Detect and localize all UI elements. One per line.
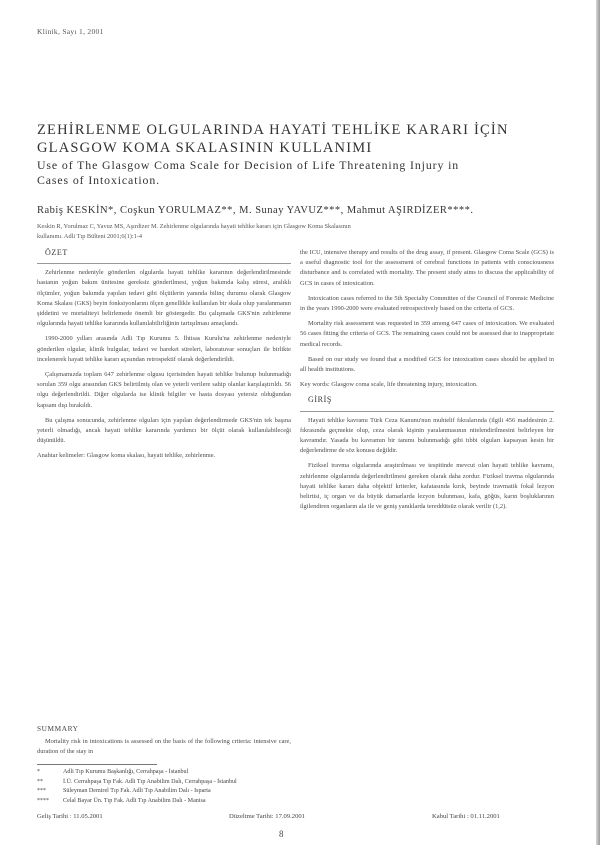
heading-rule [37, 263, 291, 264]
page-number: 8 [279, 829, 284, 839]
heading-rule [300, 411, 554, 412]
summary-paragraph: Mortality risk in intoxications is assessed on the basis of the following criteria: intensive care, duration of the stay in [37, 738, 291, 756]
footnote [37, 787, 237, 797]
footnote [37, 768, 237, 778]
footnote-rule [37, 764, 157, 765]
keywords-en: Key words: Glasgow coma scale, life threatening injury, intoxication. [300, 381, 478, 389]
revised-date: Düzeltme Tarihi: 17.09.2001 [229, 813, 305, 820]
right-column [300, 248, 554, 517]
abstract-paragraph: Zehirlenme nedeniyle gönderilen olgularda hayati tehlike kararının değerlendirilmesinde hastanın yoğun bakım ünitesine gereksiz gönderilmesi, yoğun bakımda kalış süresi, aralıklı ölçümler, yoğun bakımda yapılan tedavi gibi ölçütlerin yanında bilinç durumu olarak Glasgow Koma Skalası (GKS) beyin fonksiyonlarını ölçen genellikle kullanılan bir skala olup yaralanmanın şiddetini ve mortaliteyi belirlemede önemli bir göstergedir. Bu çalışmada GKS'nin zehirlenme olgularında hayati tehlike kararında kullanılabilirliğinin tartışılması amaçlandı. [37, 269, 291, 328]
abstract-heading: ÖZET [45, 248, 68, 257]
summary-paragraph: Mortality risk assessment was requested in 359 among 647 cases of intoxication. We evaluated 56 cases fitting the criteria of GCS. The remaining cases could not be assessed due to inappropriate medical records. [300, 320, 554, 348]
citation-line-2: kullanımı. Adli Tıp Bülteni 2001;6(1):1-4 [37, 233, 143, 240]
summary-paragraph: Intoxication cases referred to the 5th Specialty Committee of the Council of Forensic Medicine in the years 1990-2000 were evaluated retrospectively based on the criteria of GCS. [300, 294, 554, 313]
footnote-text: Celal Bayar Ün. Tıp Fak. Adli Tıp Anabilim Dalı - Manisa [63, 797, 206, 804]
introduction-paragraph: Fiziksel travma olgularında araştırılması ve tespitinde mevcut olan hayati tehlike kavramı, zehirlenme olgularında değerlendirilmesi gereken olarak daha zordur. Fiziksel travma olgularında hayati tehlike kararı daha objektif kriterler, kafatasında kırık, beyinde travmatik fokal lezyon belirtisi, iç organ ve da büyük damarlarda lezyon bulunması, kafa, göğüs, karın boşluklarının ilgilendiren organların ala ile ve geniş yanıklarda tereddütsüz olarak verilir (1,2). [300, 462, 554, 511]
citation [37, 222, 351, 242]
title-tr-line-2: GLASGOW KOMA SKALASININ KULLANIMI [37, 140, 373, 156]
footnote-text: İ.Ü. Cerrahpaşa Tıp Fak. Adli Tıp Anabilim Dalı, Cerrahpaşa - İstanbul [63, 778, 237, 785]
running-head: Klinik, Sayı 1, 2001 [37, 27, 104, 36]
footnote [37, 797, 237, 807]
footnote-text: Süleyman Demirel Tıp Fak. Adli Tıp Anabilim Dalı - Isparta [63, 788, 211, 794]
summary-heading: SUMMARY [37, 724, 79, 733]
received-date: Geliş Tarihi : 11.05.2001 [37, 813, 103, 820]
paper-title-english [37, 158, 459, 188]
summary-paragraph: the ICU, intensive therapy and results of the drug assay, if present. Glasgow Coma Scale (GCS) is a useful diagnostic tool for the assessment of cerebral functions in patients with consciousness disturbance and is correlated with mortality. The present study aims to discuss the applicability of GCS in cases of intoxication. [300, 249, 554, 287]
title-tr-line-1: ZEHİRLENME OLGULARINDA HAYATİ TEHLİKE KARARI İÇİN [37, 122, 509, 138]
left-column [37, 248, 291, 467]
footnote-mark: **** [37, 797, 49, 804]
footnote-mark: *** [37, 788, 46, 794]
abstract-paragraph: Çalışmamızda toplam 647 zehirlenme olgusu içerisinden hayati tehlike bulunup bulunmadığı sorulan 359 olgu arasından GKS belirtilmiş olan ve yeterli verilere sahip olanlar karşılaştırıldı. 56 olgu değerlendirildi. Diğer olgularda ise klinik bilgiler ve hasta dosyası yetersiz olduğundan kapsam dışı bırakıldı. [37, 371, 291, 409]
author-list: Rabiş KESKİN*, Coşkun YORULMAZ**, M. Sunay YAVUZ***, Mahmut AŞIRDİZER****. [37, 205, 474, 216]
introduction-paragraph: Hayati tehlike kavramı Türk Ceza Kanunu'nun muhtelif fıkralarında (ilgili 456 maddesinin 2. fıkrasında geçmekte olup, ceza olarak kişinin yaralanmasının nitelendirilmesini belirleyen bir kavramdır. Yasada bu kavramın bir tanımı bulunmadığı gibi tıbbi olguları kapsayan kesin bir değerlendirme de söz konusu değildir. [300, 416, 554, 455]
footnotes [37, 768, 237, 806]
abstract-paragraph: Bu çalışma sonucunda, zehirlenme olguları için yapılan değerlendirmede GKS'nin tek başına yeterli olmadığı, ancak hayati tehlike kararında yardımcı bir ölçüt olarak kullanılabileceği düşünüldü. [37, 416, 291, 445]
title-en-line-2: Cases of Intoxication. [37, 173, 160, 187]
footnote-mark: * [37, 769, 40, 775]
footnote-text: Adli Tıp Kurumu Başkanlığı, Cerrahpaşa - İstanbul [63, 769, 189, 775]
citation-line-1: Keskin R, Yorulmaz C, Yavuz MS, Aşırdizer M. Zehirlenme olgularında hayati tehlike kararı için Glasgow Koma Skalasının [37, 223, 351, 230]
abstract-paragraph: 1990-2000 yılları arasında Adli Tıp Kurumu 5. İhtisas Kurulu'na zehirlenme nedeniyle gönderilen olgular, klinik bulgular, tedavi ve hareket süreleri, laboratuvar sonuçları ile birlikte incelenerek hayati tehlike kararı açısından retrospektif olarak değerlendirildi. [37, 335, 291, 363]
keywords-tr: Anahtar kelimeler: Glasgow koma skalası, hayati tehlike, zehirlenme. [37, 452, 216, 460]
footnote-mark: ** [37, 778, 43, 785]
title-en-line-1: Use of The Glasgow Coma Scale for Decision of Life Threatening Injury in [37, 158, 460, 172]
summary-paragraph: Based on our study we found that a modified GCS for intoxication cases should be applied in all health institutions. [300, 355, 554, 374]
accepted-date: Kabul Tarihi : 01.11.2001 [432, 813, 500, 820]
page-edge-shadow [596, 0, 600, 845]
introduction-heading: GİRİŞ [308, 395, 332, 405]
paper-title-turkish [37, 121, 509, 157]
footnote [37, 778, 237, 788]
